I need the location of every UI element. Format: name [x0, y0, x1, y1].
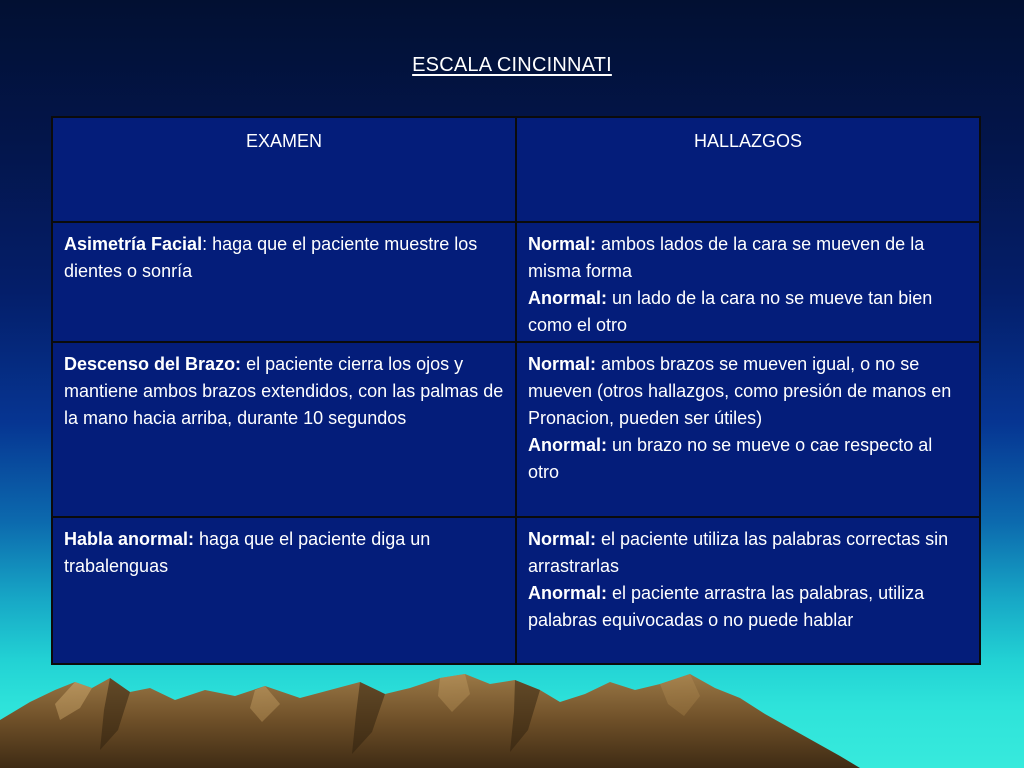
normal-text: el paciente utiliza las palabras correctas sin arrastrarlas — [528, 529, 949, 576]
normal-text: ambos lados de la cara se mueven de la misma forma — [528, 234, 925, 281]
table-row — [52, 517, 980, 664]
table-row — [52, 342, 980, 517]
normal-finding — [528, 231, 968, 285]
normal-finding — [528, 526, 968, 580]
findings-cell — [516, 222, 980, 342]
normal-finding — [528, 351, 968, 432]
abnormal-finding — [528, 580, 968, 634]
normal-text: ambos brazos se mueven igual, o no se mueven (otros hallazgos, como presión de manos en Pronacion, pueden ser útiles) — [528, 354, 952, 428]
normal-label: Normal: — [528, 234, 597, 254]
table-row — [52, 222, 980, 342]
findings-cell — [516, 517, 980, 664]
exam-cell — [52, 222, 516, 342]
abnormal-finding — [528, 432, 968, 486]
cincinnati-table — [51, 116, 981, 665]
exam-description: el paciente cierra los ojos y mantiene ambos brazos extendidos, con las palmas de la mano hacia arriba, durante 10 segundos — [64, 354, 504, 428]
exam-term: Asimetría Facial — [64, 234, 203, 254]
abnormal-label: Anormal: — [528, 435, 608, 455]
mountain-shape — [0, 674, 860, 768]
normal-label: Normal: — [528, 354, 597, 374]
exam-description: : haga que el paciente muestre los dientes o sonría — [64, 234, 478, 281]
findings-cell — [516, 342, 980, 517]
slide-title: ESCALA CINCINNATI — [412, 54, 612, 76]
normal-label: Normal: — [528, 529, 597, 549]
abnormal-text: un brazo no se mueve o cae respecto al otro — [528, 435, 933, 482]
header-hallazgos: HALLAZGOS — [516, 117, 980, 222]
abnormal-label: Anormal: — [528, 583, 608, 603]
exam-term: Habla anormal: — [64, 529, 195, 549]
exam-description: haga que el paciente diga un trabalenguas — [64, 529, 431, 576]
header-examen: EXAMEN — [52, 117, 516, 222]
mountain-range-illustration — [0, 660, 1024, 768]
abnormal-text: un lado de la cara no se mueve tan bien como el otro — [528, 288, 933, 335]
exam-cell — [52, 342, 516, 517]
exam-term: Descenso del Brazo: — [64, 354, 242, 374]
abnormal-label: Anormal: — [528, 288, 608, 308]
exam-cell — [52, 517, 516, 664]
table-header-row — [52, 117, 980, 222]
abnormal-text: el paciente arrastra las palabras, utiliza palabras equivocadas o no puede hablar — [528, 583, 925, 630]
abnormal-finding — [528, 285, 968, 339]
